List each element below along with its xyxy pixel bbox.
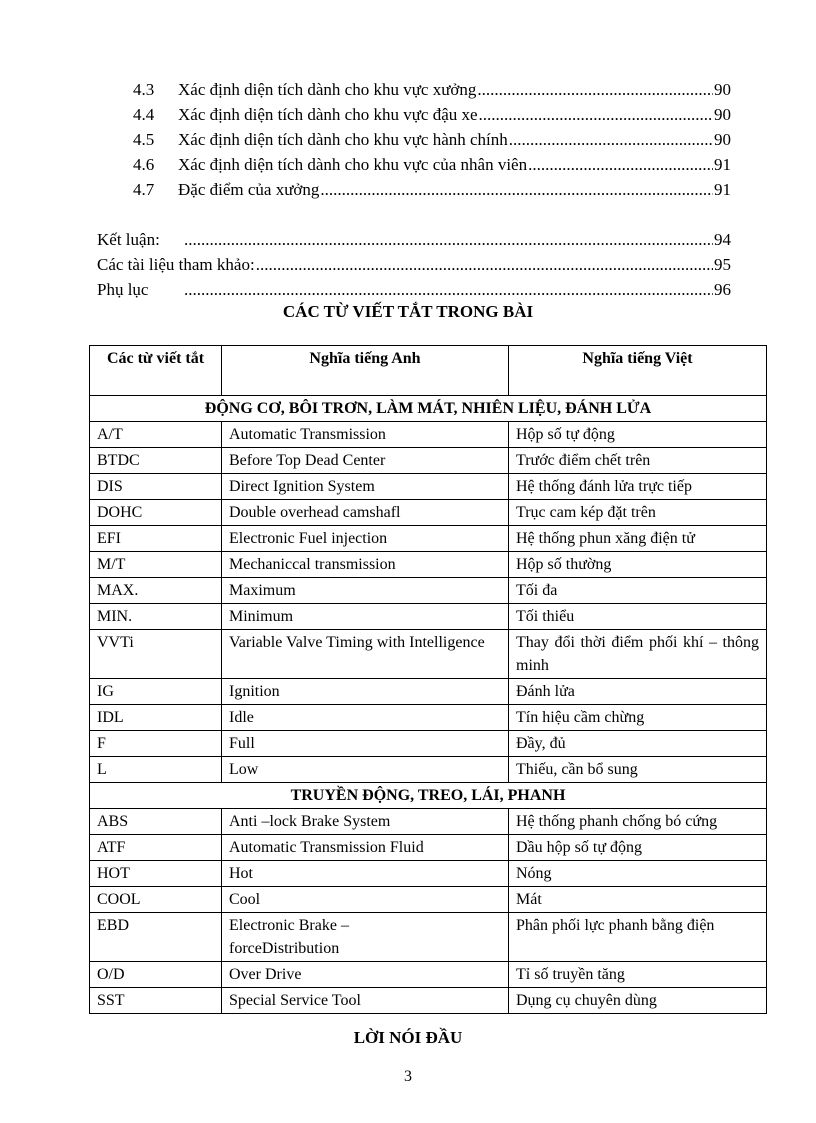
abbreviation-cell: A/T	[90, 422, 222, 448]
toc-entry	[133, 155, 731, 175]
abbreviation-cell: F	[90, 731, 222, 757]
toc-entry	[97, 280, 731, 300]
table-row	[90, 422, 767, 448]
toc-entry-title: Xác định diện tích dành cho khu vực hành chính	[178, 130, 508, 149]
abbreviation-cell: DIS	[90, 474, 222, 500]
table-row	[90, 705, 767, 731]
toc-entry	[133, 130, 731, 150]
table-row	[90, 835, 767, 861]
english-cell: Over Drive	[222, 962, 509, 988]
toc-leader-dots	[320, 180, 713, 200]
table-row	[90, 887, 767, 913]
foreword-heading: LỜI NÓI ĐẦU	[353, 1028, 463, 1047]
toc-entry-number: 4.6	[133, 155, 155, 174]
toc-entry-title: Xác định diện tích dành cho khu vực của nhân viên	[178, 155, 528, 174]
toc-entry-page: 90	[714, 105, 731, 124]
toc-leader-dots	[184, 280, 713, 300]
vietnamese-cell: Dụng cụ chuyên dùng	[509, 988, 767, 1014]
english-cell: Maximum	[222, 578, 509, 604]
toc-entry-number: 4.4	[133, 105, 155, 124]
toc-entry-title: Kết luận:	[97, 230, 160, 249]
toc-entry-number: 4.5	[133, 130, 155, 149]
vietnamese-cell: Tối thiểu	[509, 604, 767, 630]
english-cell: Low	[222, 757, 509, 783]
english-cell: Ignition	[222, 679, 509, 705]
toc-entry-number: 4.3	[133, 80, 155, 99]
toc-entry	[133, 80, 731, 100]
english-cell: Electronic Fuel injection	[222, 526, 509, 552]
toc-leader-dots	[477, 80, 713, 100]
table-row	[90, 578, 767, 604]
abbreviation-cell: O/D	[90, 962, 222, 988]
toc-entry-page: 95	[714, 255, 731, 274]
column-header-vietnamese: Nghĩa tiếng Việt	[509, 346, 767, 396]
english-cell: Minimum	[222, 604, 509, 630]
abbreviation-cell: ABS	[90, 809, 222, 835]
toc-entry-title: Phụ lục	[97, 280, 149, 299]
abbreviations-table	[89, 345, 767, 1014]
english-cell: Mechaniccal transmission	[222, 552, 509, 578]
abbreviation-cell: VVTi	[90, 630, 222, 679]
vietnamese-cell: Thay đổi thời điểm phối khí – thông minh	[509, 630, 767, 679]
vietnamese-cell: Thiếu, cần bổ sung	[509, 757, 767, 783]
vietnamese-cell: Trục cam kép đặt trên	[509, 500, 767, 526]
english-cell: Full	[222, 731, 509, 757]
english-cell: Special Service Tool	[222, 988, 509, 1014]
vietnamese-cell: Mát	[509, 887, 767, 913]
english-cell: Hot	[222, 861, 509, 887]
table-section-row	[90, 396, 767, 422]
abbreviation-cell: L	[90, 757, 222, 783]
english-cell: Double overhead camshafl	[222, 500, 509, 526]
abbreviation-cell: HOT	[90, 861, 222, 887]
abbreviation-cell: COOL	[90, 887, 222, 913]
table-row	[90, 679, 767, 705]
table-row	[90, 962, 767, 988]
abbreviation-cell: MIN.	[90, 604, 222, 630]
toc-leader-dots	[509, 130, 713, 150]
toc-entry-page: 91	[714, 155, 731, 174]
english-cell: Idle	[222, 705, 509, 731]
english-cell: Automatic Transmission Fluid	[222, 835, 509, 861]
vietnamese-cell: Trước điểm chết trên	[509, 448, 767, 474]
toc-entry-page: 91	[714, 180, 731, 199]
toc-entry	[133, 180, 731, 200]
vietnamese-cell: Hệ thống đánh lửa trực tiếp	[509, 474, 767, 500]
vietnamese-cell: Dầu hộp số tự động	[509, 835, 767, 861]
toc-entry-title: Xác định diện tích dành cho khu vực đậu xe	[178, 105, 478, 124]
vietnamese-cell: Hệ thống phun xăng điện tử	[509, 526, 767, 552]
abbreviation-cell: M/T	[90, 552, 222, 578]
toc-leader-dots	[528, 155, 713, 175]
vietnamese-cell: Hệ thống phanh chống bó cứng	[509, 809, 767, 835]
abbreviation-cell: BTDC	[90, 448, 222, 474]
section-title: ĐỘNG CƠ, BÔI TRƠN, LÀM MÁT, NHIÊN LIỆU, ĐÁNH LỬA	[90, 396, 767, 422]
vietnamese-cell: Hộp số thường	[509, 552, 767, 578]
table-row	[90, 526, 767, 552]
english-cell: Cool	[222, 887, 509, 913]
table-row	[90, 448, 767, 474]
abbreviation-cell: EBD	[90, 913, 222, 962]
english-cell: Direct Ignition System	[222, 474, 509, 500]
table-row	[90, 500, 767, 526]
table-row	[90, 604, 767, 630]
english-cell: Anti –lock Brake System	[222, 809, 509, 835]
vietnamese-cell: Đầy, đủ	[509, 731, 767, 757]
english-cell: Variable Valve Timing with Intelligence	[222, 630, 509, 679]
table-row	[90, 474, 767, 500]
vietnamese-cell: Hộp số tự động	[509, 422, 767, 448]
table-row	[90, 913, 767, 962]
toc-entry-title: Xác định diện tích dành cho khu vực xưởng	[178, 80, 477, 99]
toc-entry	[133, 105, 731, 125]
vietnamese-cell: Tín hiệu cầm chừng	[509, 705, 767, 731]
abbreviation-cell: ATF	[90, 835, 222, 861]
table-row	[90, 731, 767, 757]
table-section-row	[90, 783, 767, 809]
toc-entry-title: Các tài liệu tham khảo:	[97, 255, 255, 274]
abbreviation-cell: DOHC	[90, 500, 222, 526]
toc-entry-page: 90	[714, 80, 731, 99]
vietnamese-cell: Nóng	[509, 861, 767, 887]
toc-entry-page: 96	[714, 280, 731, 299]
english-cell: Before Top Dead Center	[222, 448, 509, 474]
table-row	[90, 630, 767, 679]
english-cell: Electronic Brake – forceDistribution	[222, 913, 509, 962]
toc-entry	[97, 255, 731, 275]
toc-entry-page: 90	[714, 130, 731, 149]
table-header-row	[90, 346, 767, 396]
abbreviation-cell: IG	[90, 679, 222, 705]
toc-leader-dots	[184, 230, 713, 250]
toc-entry	[97, 230, 731, 250]
abbreviation-cell: SST	[90, 988, 222, 1014]
table-row	[90, 552, 767, 578]
toc-leader-dots	[479, 105, 713, 125]
table-row	[90, 809, 767, 835]
abbreviation-cell: EFI	[90, 526, 222, 552]
table-row	[90, 988, 767, 1014]
toc-entry-number: 4.7	[133, 180, 155, 199]
page-number: 3	[404, 1068, 412, 1085]
english-cell: Automatic Transmission	[222, 422, 509, 448]
vietnamese-cell: Phân phối lực phanh bằng điện	[509, 913, 767, 962]
table-row	[90, 757, 767, 783]
column-header-abbreviation: Các từ viết tắt	[90, 346, 222, 396]
toc-leader-dots	[256, 255, 713, 275]
vietnamese-cell: Tỉ số truyền tăng	[509, 962, 767, 988]
vietnamese-cell: Đánh lửa	[509, 679, 767, 705]
abbreviation-cell: IDL	[90, 705, 222, 731]
abbreviations-heading: CÁC TỪ VIẾT TẮT TRONG BÀI	[282, 302, 534, 321]
toc-entry-page: 94	[714, 230, 731, 249]
toc-entry-title: Đặc điểm của xưởng	[178, 180, 320, 199]
abbreviation-cell: MAX.	[90, 578, 222, 604]
table-row	[90, 861, 767, 887]
vietnamese-cell: Tối đa	[509, 578, 767, 604]
column-header-english: Nghĩa tiếng Anh	[222, 346, 509, 396]
section-title: TRUYỀN ĐỘNG, TREO, LÁI, PHANH	[90, 783, 767, 809]
